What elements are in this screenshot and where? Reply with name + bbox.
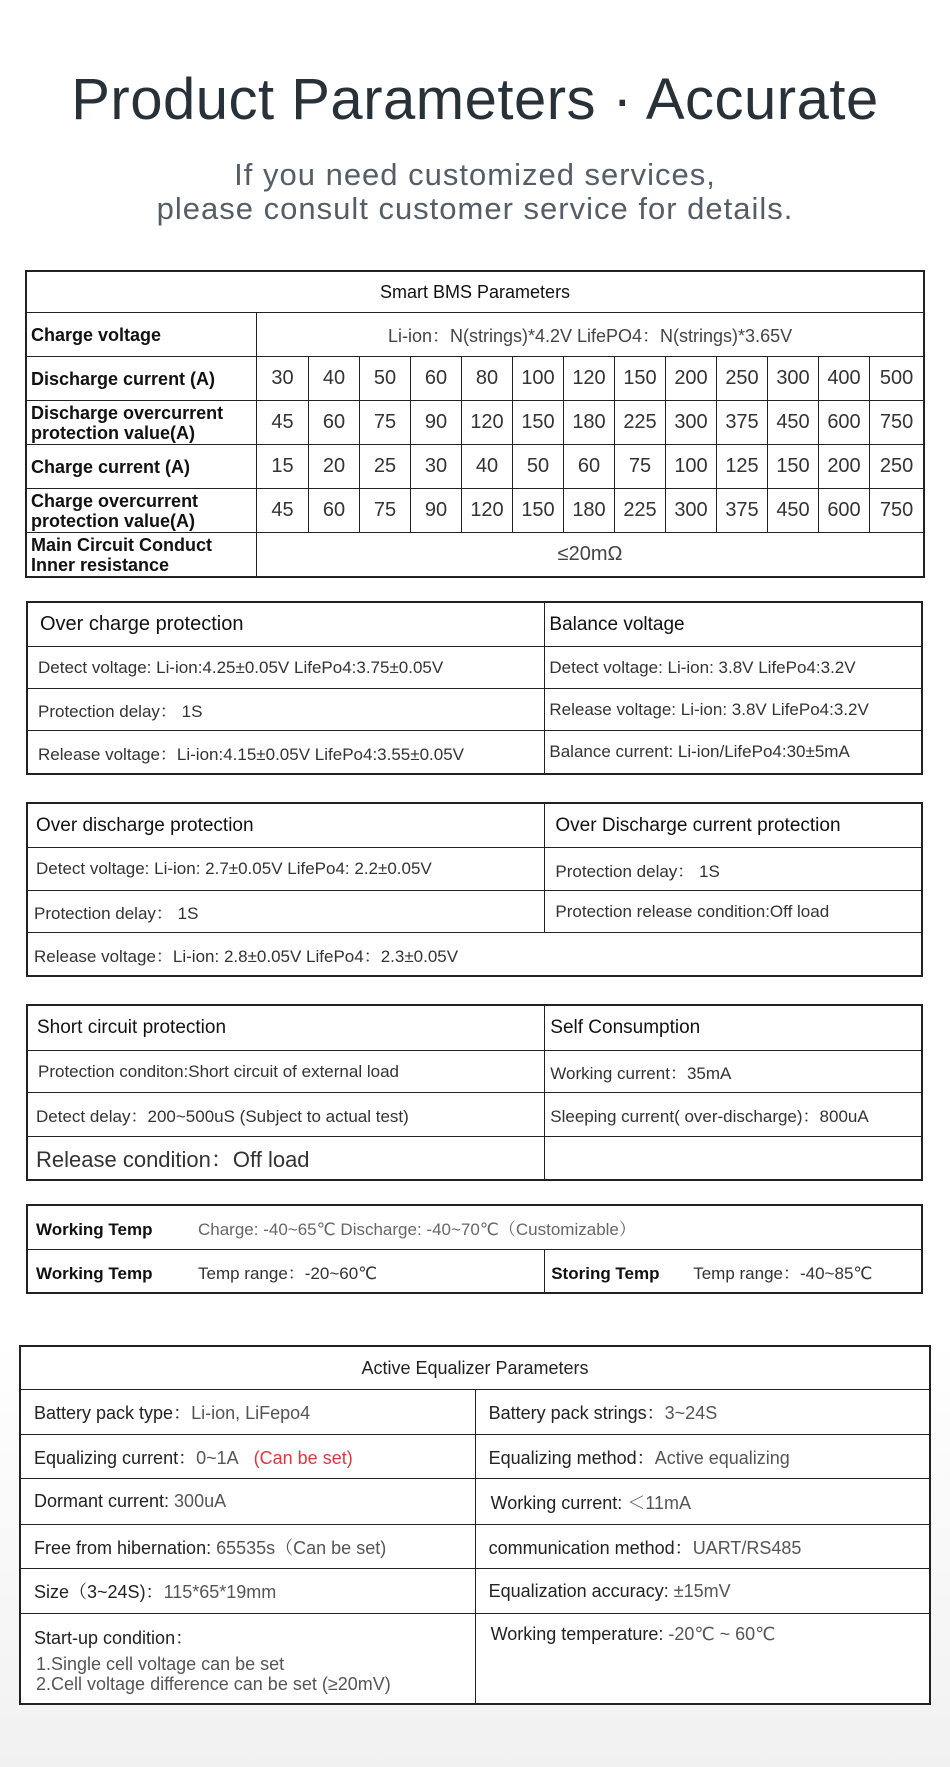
hibernation-key: Free from hibernation: [34,1537,217,1558]
discharge-current-row [27,357,924,401]
storing-temp-label: Storing Temp [551,1263,660,1283]
pack-type-value: Li-ion, LiFepo4 [191,1403,311,1423]
balance-release: Release voltage: Li-ion: 3.8V LifePo4:3.2V [545,689,922,731]
dormant-key: Dormant current: [34,1491,175,1511]
discharge-current-value: 300 [768,357,819,401]
charge-overcurrent-value: 45 [257,489,309,533]
eq-current-note: (Can be set) [253,1447,353,1468]
startup-key: Start-up condition： [34,1628,194,1648]
bms-parameters-table [26,271,924,577]
overcharge-title: Over charge protection [28,603,545,647]
charge-current-value: 40 [462,445,513,489]
discharge-overcurrent-label-2: protection value(A) [31,422,196,443]
charge-overcurrent-value: 60 [309,489,360,533]
startup-condition [21,1614,476,1704]
self-consumption-sleeping: Sleeping current( over-discharge)：800uA [545,1093,922,1137]
eq-current-value: 0~1A [196,1447,239,1468]
short-circuit-delay: Detect delay：200~500uS (Subject to actual test) [28,1093,545,1137]
discharge-overcurrent-value: 60 [309,401,360,445]
discharge-overcurrent-value: 90 [411,401,462,445]
charge-overcurrent-value: 750 [870,489,924,533]
eq-current [21,1435,476,1479]
charge-current-value: 20 [309,445,360,489]
size-value: 115*65*19mm [163,1582,277,1602]
size [21,1569,476,1614]
charge-overcurrent-value: 225 [615,489,666,533]
discharge-overcurrent-value: 225 [615,401,666,445]
working-temperature [475,1614,929,1704]
overcharge-balance-table [27,602,922,774]
charge-overcurrent-value: 300 [666,489,717,533]
self-consumption-working: Working current：35mA [545,1051,922,1093]
discharge-current-value: 100 [513,357,564,401]
discharge-current-value: 400 [819,357,870,401]
pack-strings-value: 3~24S [664,1403,718,1423]
size-key: Size（3~24S)： [34,1582,164,1602]
charge-current-value: 30 [411,445,462,489]
discharge-current-protection-title: Over Discharge current protection [545,804,922,848]
discharge-current-value: 50 [360,357,411,401]
charge-overcurrent-value: 600 [819,489,870,533]
discharge-current-label: Discharge current (A) [27,357,257,401]
overdischarge-delay: Protection delay： 1S [28,891,545,933]
comm-key: communication method： [488,1537,693,1558]
charge-current-value: 25 [360,445,411,489]
pack-strings [475,1390,929,1435]
overcharge-detect: Detect voltage: Li-ion:4.25±0.05V LifePo4:3.75±0.05V [28,647,545,689]
charge-current-value: 15 [257,445,309,489]
accuracy-value: ±15mV [673,1580,731,1601]
charge-overcurrent-label-2: protection value(A) [31,510,196,531]
discharge-current-value: 60 [411,357,462,401]
charge-current-label: Charge current (A) [27,445,257,489]
discharge-current-value: 40 [309,357,360,401]
subtitle-line-2: please consult customer service for details. [156,191,794,226]
discharge-overcurrent-value: 600 [819,401,870,445]
overcharge-release: Release voltage：Li-ion:4.15±0.05V LifePo4:3.55±0.05V [28,731,545,774]
discharge-current-value: 120 [564,357,615,401]
charge-overcurrent-value: 375 [717,489,768,533]
overdischarge-title: Over discharge protection [28,804,545,848]
accuracy-key: Equalization accuracy: [488,1580,674,1601]
page-subtitle [0,158,950,226]
charge-overcurrent-value: 120 [462,489,513,533]
overdischarge-release: Release voltage：Li-ion: 2.8±0.05V LifePo4：2.3±0.05V [28,933,922,976]
charge-current-value: 100 [666,445,717,489]
self-consumption-title: Self Consumption [545,1006,922,1051]
dormant-current [21,1479,476,1525]
startup-line-1: 1.Single cell voltage can be set [36,1654,285,1674]
charge-voltage-value: Li-ion：N(strings)*4.2V LifePO4：N(strings)*3.65V [257,313,924,357]
charge-overcurrent-label-1: Charge overcurrent [31,490,199,511]
discharge-current-value: 250 [717,357,768,401]
discharge-overcurrent-value: 150 [513,401,564,445]
overdischarge-detect: Detect voltage: Li-ion: 2.7±0.05V LifePo4: 2.2±0.05V [28,848,545,891]
discharge-overcurrent-value: 450 [768,401,819,445]
charge-overcurrent-label [27,489,257,533]
dormant-value: 300uA [174,1491,227,1511]
discharge-overcurrent-value: 180 [564,401,615,445]
charge-current-value: 50 [513,445,564,489]
discharge-current-value: 150 [615,357,666,401]
discharge-current-value: 30 [257,357,309,401]
storing-temp-value: Temp range：-40~85℃ [693,1263,873,1283]
charge-current-value: 150 [768,445,819,489]
temperature-table [27,1205,922,1293]
working-value: ＜11mA [627,1492,691,1513]
discharge-overcurrent-value: 45 [257,401,309,445]
eq-method-key: Equalizing method： [488,1447,655,1468]
discharge-overcurrent-value: 750 [870,401,924,445]
working-temp-label-2: Working Temp [36,1263,153,1283]
charge-current-value: 75 [615,445,666,489]
overcharge-delay: Protection delay： 1S [28,689,545,731]
working-temp-value-2: Temp range：-20~60℃ [198,1263,378,1283]
overdischarge-table [27,803,922,976]
discharge-overcurrent-label-1: Discharge overcurrent [31,402,224,423]
balance-title: Balance voltage [545,603,922,647]
resistance-label-2: Inner resistance [31,554,170,575]
communication-method [475,1525,929,1569]
discharge-overcurrent-value: 375 [717,401,768,445]
equalizer-table [20,1346,930,1704]
charge-overcurrent-value: 90 [411,489,462,533]
temp-row-2 [28,1250,545,1293]
discharge-overcurrent-value: 75 [360,401,411,445]
discharge-overcurrent-row [27,401,924,445]
working-temp-value-1: Charge: -40~65℃ Discharge: -40~70℃（Customizable） [198,1220,636,1239]
eq-method [475,1435,929,1479]
discharge-current-value: 200 [666,357,717,401]
charge-current-value: 200 [819,445,870,489]
resistance-label-1: Main Circuit Conduct [31,534,212,555]
eq-accuracy [475,1569,929,1614]
charge-current-value: 125 [717,445,768,489]
short-circuit-title: Short circuit protection [28,1006,545,1051]
balance-detect: Detect voltage: Li-ion: 3.8V LifePo4:3.2V [545,647,922,689]
resistance-label [27,533,257,577]
charge-overcurrent-value: 75 [360,489,411,533]
discharge-current-value: 500 [870,357,924,401]
charge-voltage-label: Charge voltage [27,313,257,357]
hibernation-value: 65535s（Can be set) [216,1537,387,1558]
discharge-overcurrent-value: 120 [462,401,513,445]
discharge-current-protection-release: Protection release condition:Off load [545,891,922,933]
charge-current-value: 60 [564,445,615,489]
eq-temp-key: Working temperature: [490,1624,669,1644]
charge-overcurrent-value: 150 [513,489,564,533]
charge-overcurrent-value: 450 [768,489,819,533]
pack-type-key: Battery pack type： [34,1403,192,1423]
eq-method-value: Active equalizing [654,1447,790,1468]
comm-value: UART/RS485 [692,1537,802,1558]
temp-row-3 [545,1250,922,1293]
working-temp-label-1: Working Temp [36,1220,153,1239]
eq-temp-value: -20℃ ~ 60℃ [668,1624,776,1644]
bms-table-title: Smart BMS Parameters [27,272,924,313]
page-title: Product Parameters · Accurate [71,67,879,132]
charge-overcurrent-value: 180 [564,489,615,533]
discharge-overcurrent-label [27,401,257,445]
charge-overcurrent-row [27,489,924,533]
balance-current: Balance current: Li-ion/LifePo4:30±5mA [545,731,922,774]
charge-current-row [27,445,924,489]
discharge-current-protection-delay: Protection delay： 1S [545,848,922,891]
short-circuit-table [27,1005,922,1180]
short-circuit-release: Release condition：Off load [28,1137,545,1180]
short-circuit-condition: Protection conditon:Short circuit of external load [28,1051,545,1093]
working-current [475,1479,929,1525]
pack-strings-key: Battery pack strings： [488,1403,665,1423]
discharge-current-value: 80 [462,357,513,401]
subtitle-line-1: If you need customized services, [234,157,716,192]
discharge-overcurrent-value: 300 [666,401,717,445]
eq-current-key: Equalizing current： [34,1447,197,1468]
startup-line-2: 2.Cell voltage difference can be set (≥20mV) [36,1674,391,1694]
equalizer-title: Active Equalizer Parameters [21,1347,930,1390]
working-key: Working current: [490,1492,628,1513]
charge-current-value: 250 [870,445,924,489]
pack-type [21,1390,476,1435]
resistance-value: ≤20mΩ [257,533,924,577]
self-consumption-empty-cell [545,1137,922,1180]
hibernation [21,1525,476,1569]
temp-row-1 [28,1206,922,1250]
